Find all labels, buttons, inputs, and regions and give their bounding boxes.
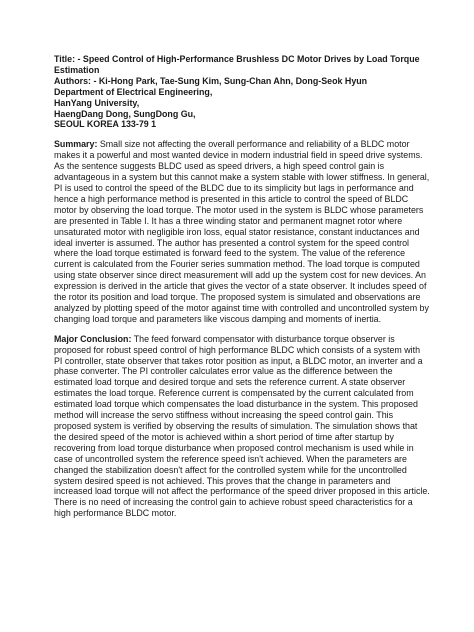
affiliation-department: Department of Electrical Engineering, <box>54 86 213 97</box>
conclusion-label: Major Conclusion: <box>54 333 132 344</box>
summary-label: Summary: <box>54 139 98 150</box>
document-page <box>54 54 430 528</box>
summary-text: Small size not affecting the overall performance and reliability of a BLDC motor makes it a powerful and most wanted device in modern industrial field in speed drive systems. As the sentence suggests BLDC used as speed drivers, a high speed control gain is advantageous in a system but this cannot make a system stable with lower stiffness. In general, PI is used to control the speed of the BLDC due to its simplicity but lags in performance and hence a high performance method is presented in this article to control the speed of BLDC motor by observing the load torque. The motor used in the system is BLDC whose parameters are presented in Table I. It has a three winding stator and permanent magnet rotor where unsaturated motor with negligible iron loss, equal stator resistance, constant inductances and ideal inverter is assumed. The author has presented a control system for the speed control where the load torque estimated is forward feed to the system. The value of the reference current is calculated from the Fourier series summation method. The load torque is computed using state observer since direct measurement will add up the system cost for new devices. An expression is derived in the article that gives the vector of a state observer. It includes speed of the rotor its position and load torque. The proposed system is simulated and observations are analyzed by plotting speed of the motor against time with controlled and uncontrolled system by changing load torque and parameters like viscous damping and moments of inertia. <box>54 139 430 324</box>
title-text: - Speed Control of High-Performance Brushless DC Motor Drives by Load Torque Estimation <box>54 54 420 75</box>
authors-line <box>54 76 430 87</box>
affiliation-university: HanYang University, <box>54 97 140 108</box>
title-line <box>54 54 430 76</box>
affiliation-city: SEOUL KOREA 133-79 1 <box>54 119 157 130</box>
conclusion-text: The feed forward compensator with disturbance torque observer is proposed for robust speed control of high performance BLDC which consists of a system with PI controller, state observer that takes rotor position as input, a BLDC motor, an inverter and a phase converter. The PI controller calculates error value as the difference between the estimated load torque and desired torque and sets the reference current. A state observer estimates the load torque. Reference current is compensated by the current calculated from estimated load torque which compensates the load disturbance in the system. This proposed method will increase the servo stiffness without increasing the speed control gain. This proposed system is verified by observing the results of simulation. The simulation shows that the desired speed of the motor is achieved within a short period of time after startup by recovering from load torque disturbance when proposed control mechanism is used while in case of uncontrolled system the reference speed isn't achieved. When the parameters are changed the stabilization doesn't affect for the controlled system while for the uncontrolled system desired speed is not achieved. This proves that the change in parameters and increased load torque will not affect the performance of the speed driver proposed in this article. There is no need of increasing the control gain to achieve robust speed characteristics for a high performance BLDC motor. <box>54 333 430 519</box>
title-label: Title: <box>54 54 76 64</box>
conclusion-paragraph <box>54 334 430 519</box>
authors-label: Authors: <box>54 75 91 86</box>
summary-paragraph <box>54 139 430 324</box>
authors-text: - Ki-Hong Park, Tae-Sung Kim, Sung-Chan Ahn, Dong-Seok Hyun <box>90 75 368 86</box>
affiliation-street: HaengDang Dong, SungDong Gu, <box>54 108 196 119</box>
header-block <box>54 54 430 130</box>
